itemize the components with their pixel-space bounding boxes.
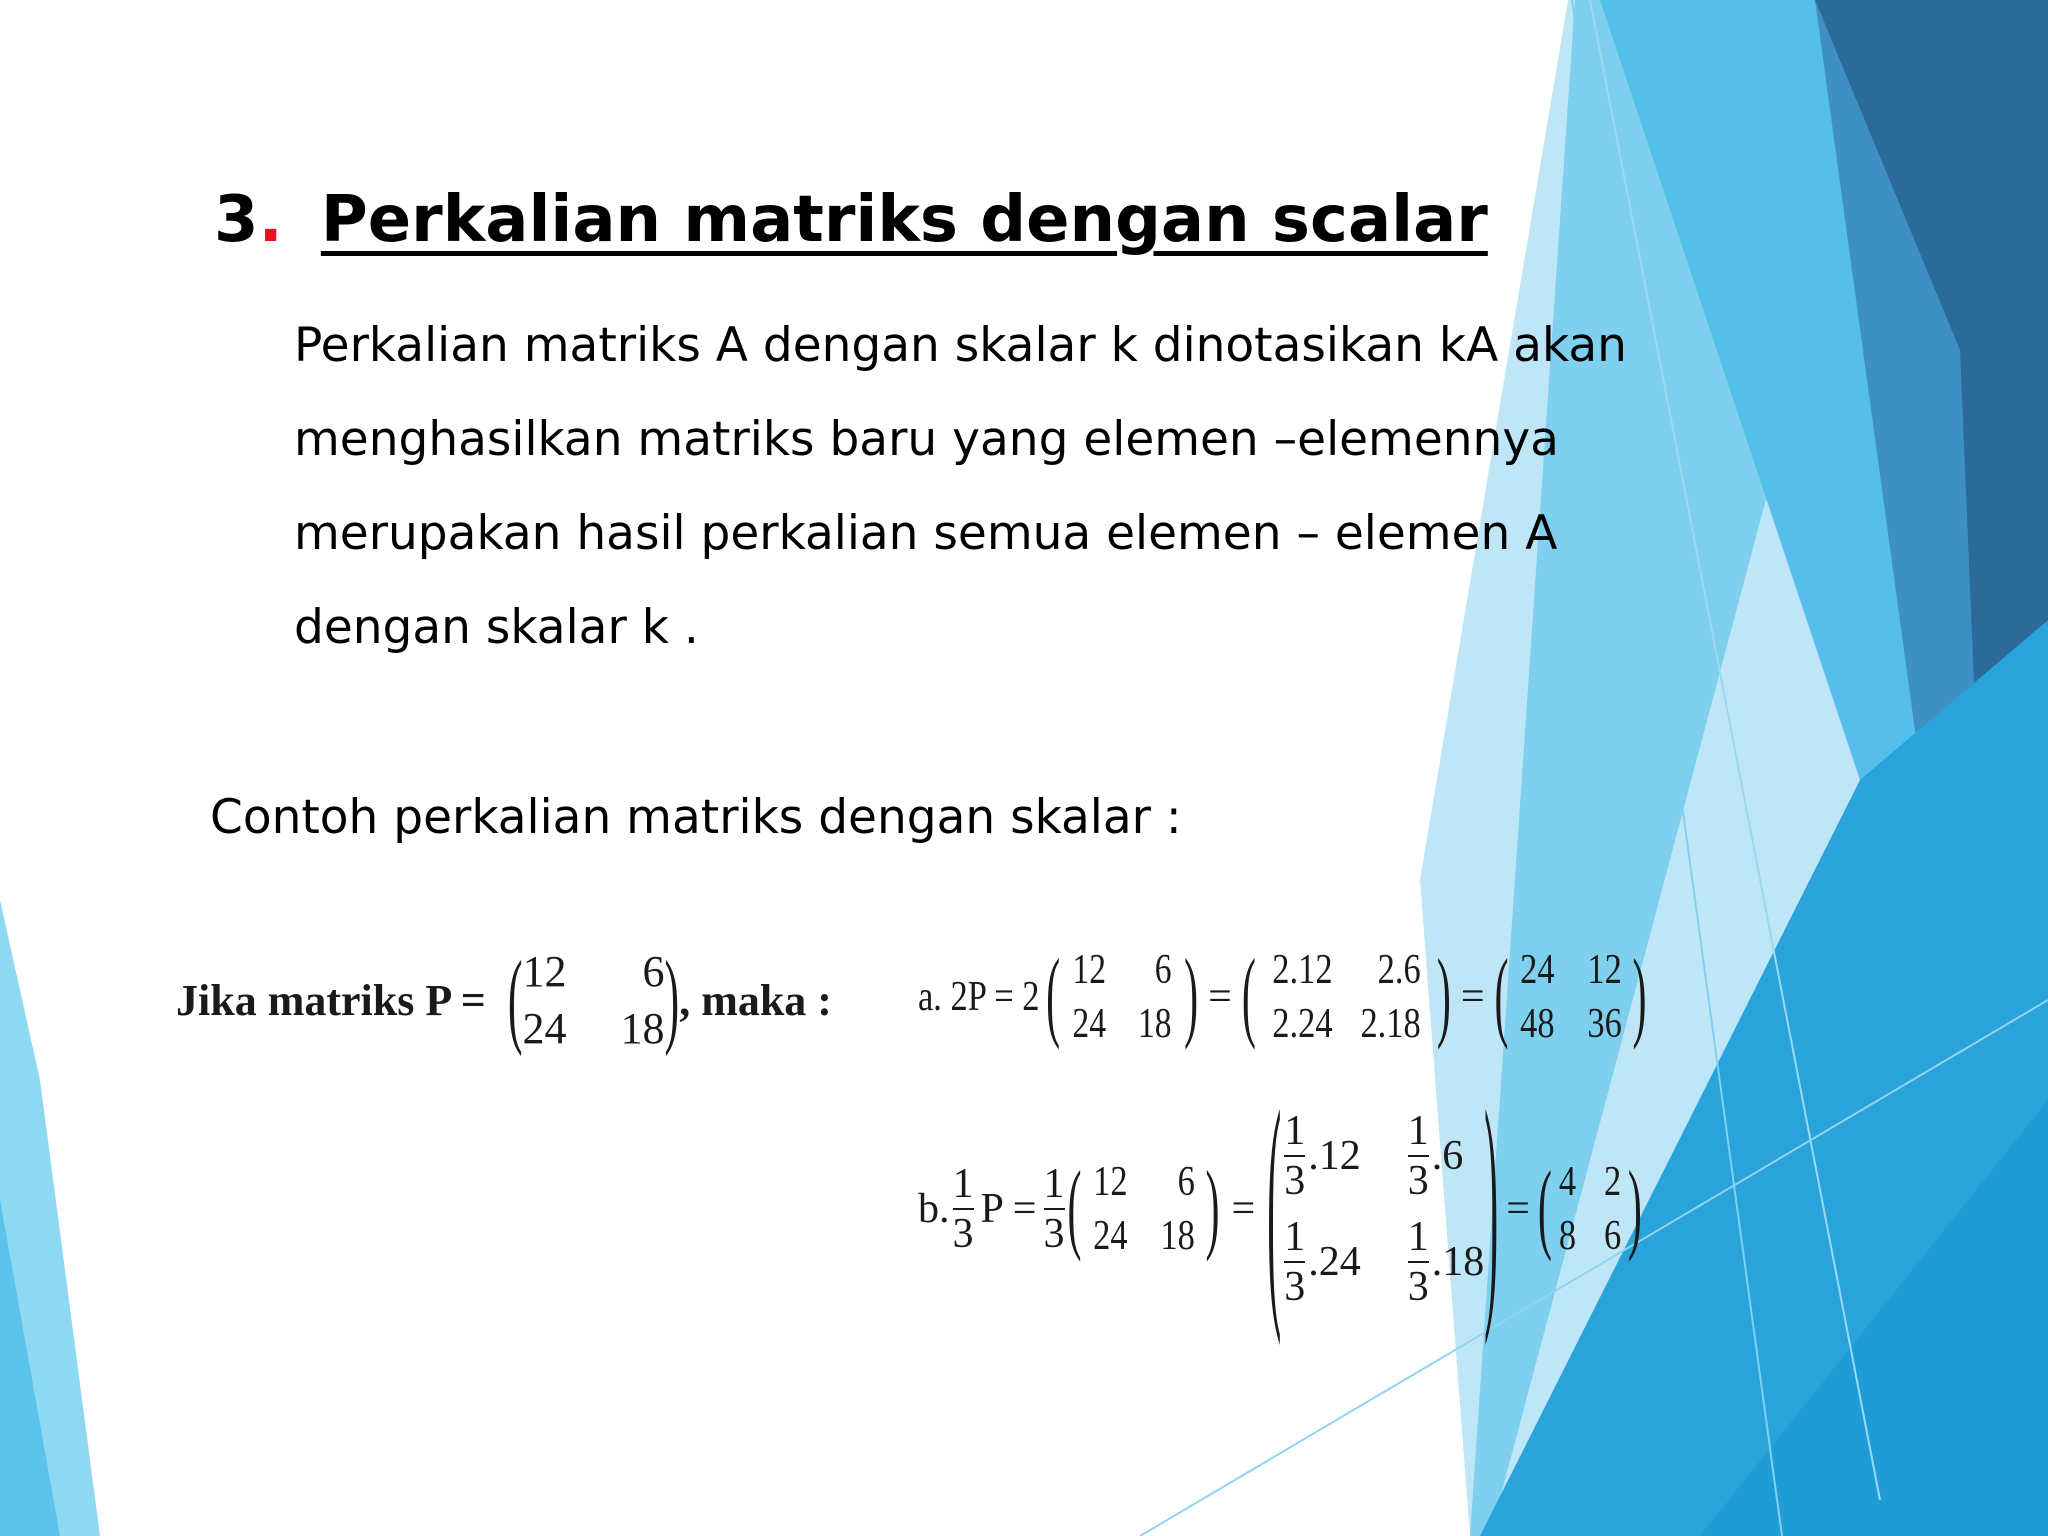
matrix-cell: 12 [522,947,567,996]
right-paren: ) [1205,1153,1220,1265]
heading-title: Perkalian matriks dengan scalar [320,183,1488,257]
matrix-cell: 2.6 [1377,947,1421,993]
b-label: b. [918,1186,950,1232]
matrix-cell: 12 [1092,1159,1128,1205]
equals-sign: = [1208,974,1232,1020]
matrix-cell: 36 [1586,1001,1622,1047]
example-a [918,941,1647,1053]
equals-sign: = [1231,1186,1256,1232]
heading-red-dot: . [258,183,283,257]
matrix-cell: 24 [1092,1213,1128,1259]
matrix-cell: 18 [620,1004,665,1053]
matrix-cell: $\frac{1}{3}$ .24 [1284,1214,1361,1310]
matrix-cell: 24 [1519,947,1555,993]
heading-number: 3 [214,183,259,257]
matrix-cell: 2.24 [1272,1001,1333,1047]
matrix-cell: $\frac{1}{3}$ .18 [1407,1214,1485,1310]
matrix-cell: 2.18 [1360,1001,1421,1047]
right-paren: ) [1184,941,1199,1053]
example-label: Contoh perkalian matriks dengan skalar : [210,790,1182,845]
matrix-cell: 6 [1177,1159,1195,1205]
matrix-cell: $\frac{1}{3}$ .12 [1284,1108,1361,1204]
matrix-cell: 4 [1558,1159,1576,1205]
given-matrix-statement [176,940,832,1058]
left-paren: ( [1067,1153,1082,1265]
right-paren: ) [1484,1066,1499,1352]
left-paren: ( [1046,941,1061,1053]
matrix-cell: 6 [1603,1213,1622,1259]
slide-heading [214,178,1488,262]
matrix-cell: 6 [1154,947,1172,993]
matrix-p-a [1073,946,1172,1048]
definition-paragraph [294,310,1627,686]
given-prefix: Jika matriks P = [176,975,486,1025]
matrix-p [523,946,665,1054]
matrix-third-result [1559,1158,1621,1260]
matrix-cell: 2 [1603,1159,1622,1205]
matrix-p-b [1093,1158,1195,1260]
right-paren: ) [1632,941,1647,1053]
paragraph-line-1: Perkalian matriks A dengan skalar k dinotasikan kA akan [294,318,1627,373]
b-p-equals: P = [980,1186,1037,1232]
left-paren: ( [507,940,523,1058]
matrix-cell: 48 [1519,1001,1555,1047]
left-paren: ( [1241,941,1256,1053]
matrix-cell: 18 [1138,1001,1172,1047]
equals-sign: = [1460,974,1485,1020]
equals-sign: = [1506,1186,1530,1232]
left-paren: ( [1537,1153,1552,1265]
right-paren: ) [664,940,680,1058]
matrix-cell: $\frac{1}{3}$ .6 [1407,1108,1464,1204]
matrix-cell: 12 [1586,947,1622,993]
paragraph-line-3: merupakan hasil perkalian semua elemen – elemen A [294,506,1558,561]
left-paren: ( [1267,1066,1282,1352]
matrix-cell: 12 [1072,947,1107,993]
example-b [918,1066,1642,1352]
right-paren: ) [1436,941,1451,1053]
paragraph-line-4: dengan skalar k . [294,600,699,655]
matrix-third-expanded [1281,1110,1484,1308]
fraction-one-third: $\frac{1}{3}$ [1043,1161,1065,1257]
matrix-cell: 8 [1558,1213,1576,1259]
fraction-one-third: $\frac{1}{3}$ [952,1161,974,1257]
paragraph-line-2: menghasilkan matriks baru yang elemen –elemennya [294,412,1559,467]
matrix-2p-expanded [1272,946,1420,1048]
matrix-cell: 24 [1072,1001,1107,1047]
matrix-2p-result [1520,946,1622,1048]
matrix-cell: 2.12 [1272,947,1333,993]
left-paren: ( [1494,941,1509,1053]
matrix-cell: 6 [642,947,665,996]
matrix-cell: 18 [1159,1213,1195,1259]
right-paren: ) [1627,1153,1642,1265]
matrix-cell: 24 [522,1004,567,1053]
given-suffix: , maka : [679,975,832,1025]
a-prefix: a. 2P = 2 [918,974,1040,1020]
